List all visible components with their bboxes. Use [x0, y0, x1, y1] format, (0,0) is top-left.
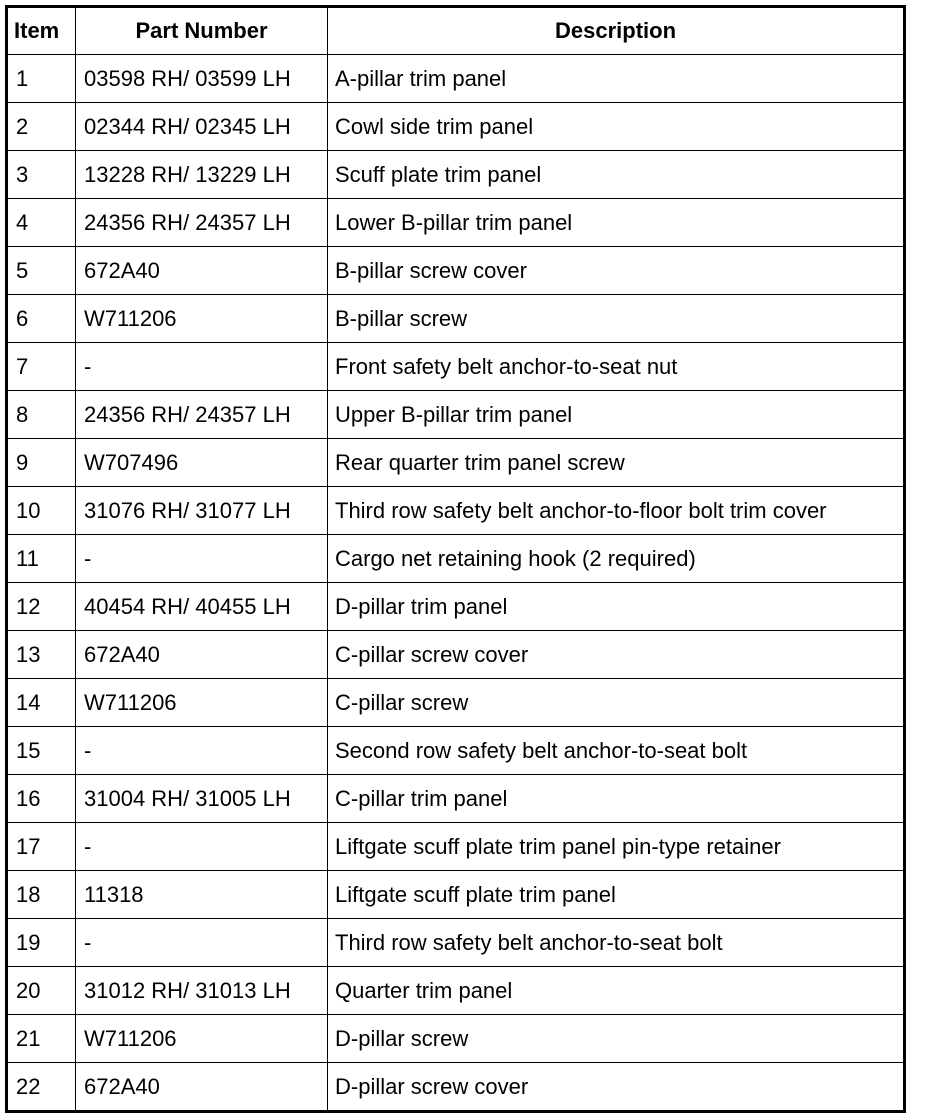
- table-row: [7, 343, 905, 391]
- table-row: [7, 199, 905, 247]
- description-cell: Cargo net retaining hook (2 required): [328, 535, 905, 583]
- part-number-cell: 31012 RH/ 31013 LH: [76, 967, 328, 1015]
- part-number-cell: 24356 RH/ 24357 LH: [76, 199, 328, 247]
- table-row: [7, 55, 905, 103]
- table-body: [7, 55, 905, 1112]
- item-cell: 5: [7, 247, 76, 295]
- item-cell: 3: [7, 151, 76, 199]
- part-number-cell: W711206: [76, 295, 328, 343]
- item-cell: 20: [7, 967, 76, 1015]
- part-number-cell: -: [76, 535, 328, 583]
- description-column-header: Description: [328, 7, 905, 55]
- table-row: [7, 631, 905, 679]
- table-row: [7, 535, 905, 583]
- part-number-column-header: Part Number: [76, 7, 328, 55]
- table-row: [7, 871, 905, 919]
- parts-table: [5, 5, 906, 1113]
- item-cell: 9: [7, 439, 76, 487]
- item-cell: 13: [7, 631, 76, 679]
- item-cell: 6: [7, 295, 76, 343]
- description-cell: C-pillar screw: [328, 679, 905, 727]
- table-row: [7, 439, 905, 487]
- part-number-cell: 24356 RH/ 24357 LH: [76, 391, 328, 439]
- table-row: [7, 103, 905, 151]
- item-cell: 10: [7, 487, 76, 535]
- description-cell: Scuff plate trim panel: [328, 151, 905, 199]
- item-cell: 8: [7, 391, 76, 439]
- part-number-cell: 672A40: [76, 631, 328, 679]
- part-number-cell: W711206: [76, 1015, 328, 1063]
- item-cell: 22: [7, 1063, 76, 1112]
- item-cell: 4: [7, 199, 76, 247]
- table-row: [7, 823, 905, 871]
- table-row: [7, 679, 905, 727]
- item-cell: 19: [7, 919, 76, 967]
- description-cell: C-pillar trim panel: [328, 775, 905, 823]
- description-cell: Rear quarter trim panel screw: [328, 439, 905, 487]
- description-cell: Lower B-pillar trim panel: [328, 199, 905, 247]
- part-number-cell: 672A40: [76, 247, 328, 295]
- description-cell: Cowl side trim panel: [328, 103, 905, 151]
- item-column-header: Item: [7, 7, 76, 55]
- table-row: [7, 1015, 905, 1063]
- description-cell: Liftgate scuff plate trim panel pin-type retainer: [328, 823, 905, 871]
- table-row: [7, 583, 905, 631]
- item-cell: 1: [7, 55, 76, 103]
- description-cell: Quarter trim panel: [328, 967, 905, 1015]
- item-cell: 12: [7, 583, 76, 631]
- part-number-cell: 672A40: [76, 1063, 328, 1112]
- item-cell: 16: [7, 775, 76, 823]
- part-number-cell: -: [76, 919, 328, 967]
- part-number-cell: 13228 RH/ 13229 LH: [76, 151, 328, 199]
- description-cell: Front safety belt anchor-to-seat nut: [328, 343, 905, 391]
- part-number-cell: -: [76, 727, 328, 775]
- table-header: [7, 7, 905, 55]
- part-number-cell: -: [76, 343, 328, 391]
- item-cell: 17: [7, 823, 76, 871]
- description-cell: Upper B-pillar trim panel: [328, 391, 905, 439]
- part-number-cell: 31004 RH/ 31005 LH: [76, 775, 328, 823]
- table-row: [7, 391, 905, 439]
- description-cell: D-pillar screw: [328, 1015, 905, 1063]
- part-number-cell: W707496: [76, 439, 328, 487]
- description-cell: A-pillar trim panel: [328, 55, 905, 103]
- item-cell: 7: [7, 343, 76, 391]
- description-cell: Third row safety belt anchor-to-seat bolt: [328, 919, 905, 967]
- table-row: [7, 151, 905, 199]
- table-row: [7, 1063, 905, 1112]
- part-number-cell: 02344 RH/ 02345 LH: [76, 103, 328, 151]
- table-row: [7, 727, 905, 775]
- description-cell: C-pillar screw cover: [328, 631, 905, 679]
- table-row: [7, 247, 905, 295]
- table-row: [7, 775, 905, 823]
- item-cell: 15: [7, 727, 76, 775]
- description-cell: Second row safety belt anchor-to-seat bolt: [328, 727, 905, 775]
- item-cell: 2: [7, 103, 76, 151]
- part-number-cell: 03598 RH/ 03599 LH: [76, 55, 328, 103]
- description-cell: B-pillar screw: [328, 295, 905, 343]
- description-cell: Third row safety belt anchor-to-floor bolt trim cover: [328, 487, 905, 535]
- header-row: [7, 7, 905, 55]
- table-row: [7, 919, 905, 967]
- table-row: [7, 487, 905, 535]
- item-cell: 21: [7, 1015, 76, 1063]
- part-number-cell: W711206: [76, 679, 328, 727]
- table-row: [7, 967, 905, 1015]
- description-cell: D-pillar trim panel: [328, 583, 905, 631]
- part-number-cell: -: [76, 823, 328, 871]
- item-cell: 18: [7, 871, 76, 919]
- description-cell: Liftgate scuff plate trim panel: [328, 871, 905, 919]
- part-number-cell: 11318: [76, 871, 328, 919]
- description-cell: D-pillar screw cover: [328, 1063, 905, 1112]
- item-cell: 11: [7, 535, 76, 583]
- description-cell: B-pillar screw cover: [328, 247, 905, 295]
- part-number-cell: 31076 RH/ 31077 LH: [76, 487, 328, 535]
- table-row: [7, 295, 905, 343]
- item-cell: 14: [7, 679, 76, 727]
- part-number-cell: 40454 RH/ 40455 LH: [76, 583, 328, 631]
